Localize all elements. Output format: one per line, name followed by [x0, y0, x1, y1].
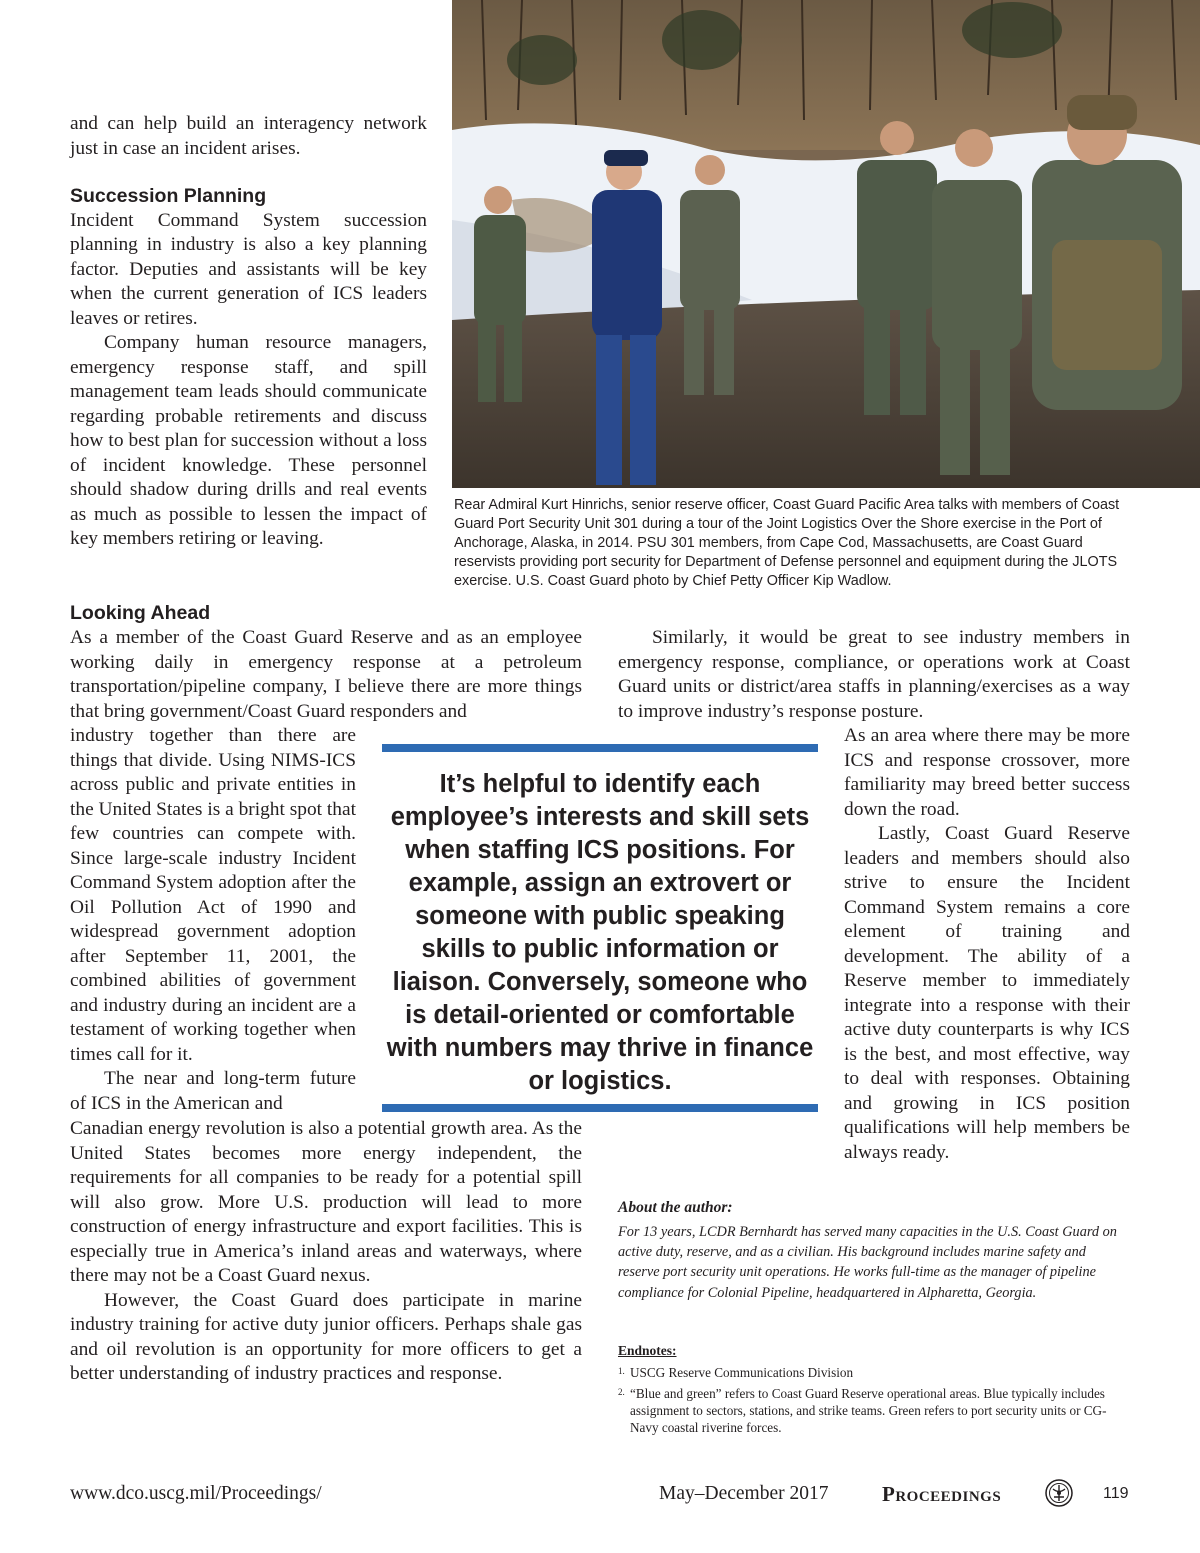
coast-guard-seal-icon: [1045, 1479, 1073, 1507]
looking-ahead-text: As a member of the Coast Guard Reserve and as an employee working daily in emergency response at a petroleum transportation/pipeline company, I believe there are more things that bring government/Coast Guard responders and: [70, 627, 582, 722]
endnotes-title: Endnotes:: [618, 1343, 677, 1358]
footer-publication-name: Proceedings: [882, 1482, 1002, 1506]
pull-quote-bottom-rule: [382, 1104, 818, 1112]
succession-heading: Succession Planning: [70, 185, 267, 207]
photo-caption: Rear Admiral Kurt Hinrichs, senior reserve officer, Coast Guard Pacific Area talks with members of Coast Guard Port Security Unit 301 during a tour of the Joint Logistics Over the Shore exercise in the Port of Anchorage, Alaska, in 2014. PSU 301 members, from Cape Cod, Massachusetts, are Coast Guard reservists providing port security for Department of Defense personnel and equipment during the JLOTS exercise. U.S. Coast Guard photo by Chief Petty Officer Kip Wadlow.: [454, 497, 1120, 589]
looking-ahead-paragraph-2-rest: Canadian energy revolution is also a potential growth area. As the United States becomes more energy independent, the requirements for all companies to be ready for a potential spill will also grow. More U.S. production will lead to more construction of energy infrastructure and export facilities. This is especially true in America’s inland areas and waterways, where there may not be a Coast Guard nexus.: [70, 1118, 582, 1286]
page-number: 119: [1103, 1485, 1129, 1502]
footer-url-link[interactable]: www.dco.uscg.mil/Proceedings/: [70, 1483, 322, 1504]
intro-column: [70, 112, 427, 552]
about-author-text: For 13 years, LCDR Bernhardt has served many capacities in the U.S. Coast Guard on active duty, reserve, and as a civilian. His background includes marine safety and reserve port security unit operations. He works full-time as the manager of pipeline compliance for Colonial Pipeline, headquartered in Alpharetta, Georgia.: [618, 1224, 1117, 1301]
endnote-number: 1.: [618, 1366, 625, 1376]
pull-quote-text: It’s helpful to identify each employee’s interests and skill sets when staffing ICS positions. For example, assign an extrovert or someone with public speaking skills to public information or liaison. Conversely, someone who is detail-oriented or comfortable with numbers may thrive in finance or logistics.: [386, 770, 814, 1095]
looking-ahead-left-bottom: [70, 1117, 582, 1387]
looking-ahead-paragraph-1-narrow: industry together than there are things that divide. Using NIMS-ICS across public and private entities in the United States is a bright spot that few countries can compete with. Since large-scale industry Incident Command System adoption after the Oil Pollution Act of 1990 and widespread government adoption after September 11, 2001, the combined abilities of government and industry during an incident are a testament of working together when times call for it.: [70, 725, 356, 1065]
looking-ahead-paragraph-3: However, the Coast Guard does participate in marine industry training for active duty junior officers. Perhaps shale gas and oil revolution is an opportunity for more officers to get a better understanding of industry practices and response.: [70, 1289, 582, 1384]
endnote-text: “Blue and green” refers to Coast Guard Reserve operational areas. Blue typically includes assignment to sectors, stations, and strike teams. Green refers to port security units or CG-Navy coastal riverine forces.: [630, 1386, 1107, 1435]
right-paragraph-1-wide: Similarly, it would be great to see industry members in emergency response, compliance, or operations work at Coast Guard units or district/area staffs in planning/exercises as a way to improve industry’s response posture.: [618, 627, 1130, 722]
right-column-narrow: [844, 724, 1130, 1165]
looking-ahead-heading: Looking Ahead: [70, 602, 211, 624]
endnote-number: 2.: [618, 1387, 625, 1397]
about-author: [618, 1198, 1130, 1303]
looking-ahead-left-narrow: [70, 724, 356, 1116]
endnote-item: [618, 1364, 1130, 1381]
pull-quote-top-rule: [382, 744, 818, 752]
endnotes: [618, 1342, 1130, 1440]
right-paragraph-1-narrow: As an area where there may be more ICS and response crossover, more familiarity may breed better success down the road.: [844, 725, 1130, 820]
succession-paragraph-2: Company human resource managers, emergency response staff, and spill management team leads should communicate regarding probable retirements and discuss how to best plan for succession without a loss of incident knowledge. These personnel should shadow during drills and real events as much as possible to lessen the impact of key members retiring or leaving.: [70, 332, 427, 549]
right-column-top: [618, 626, 1130, 724]
article-photo: [452, 0, 1200, 488]
right-paragraph-2: Lastly, Coast Guard Reserve leaders and members should also strive to ensure the Incident Command System remains a core element of training and development. The ability of a Reserve member to immediately integrate into a response with their active duty counterparts is why ICS is the best, and most effective, way to deal with responses. Obtaining and growing in ICS position qualifications will help members be always ready.: [844, 823, 1130, 1163]
intro-paragraph: and can help build an interagency network just in case an incident arises.: [70, 113, 427, 159]
about-author-title: About the author:: [618, 1199, 733, 1216]
pull-quote: [382, 744, 818, 1112]
endnote-item: [618, 1385, 1130, 1436]
looking-ahead-paragraph-2-narrow: The near and long-term future of ICS in the American and: [70, 1068, 356, 1114]
endnote-text: USCG Reserve Communications Division: [630, 1365, 854, 1380]
looking-ahead-paragraph-1-wide: [70, 626, 582, 724]
succession-paragraph-1: Incident Command System succession planning in industry is also a key planning factor. Deputies and assistants will be key when the current generation of ICS leaders leaves or retires.: [70, 209, 427, 329]
footer-issue-date: May–December 2017: [659, 1483, 829, 1504]
